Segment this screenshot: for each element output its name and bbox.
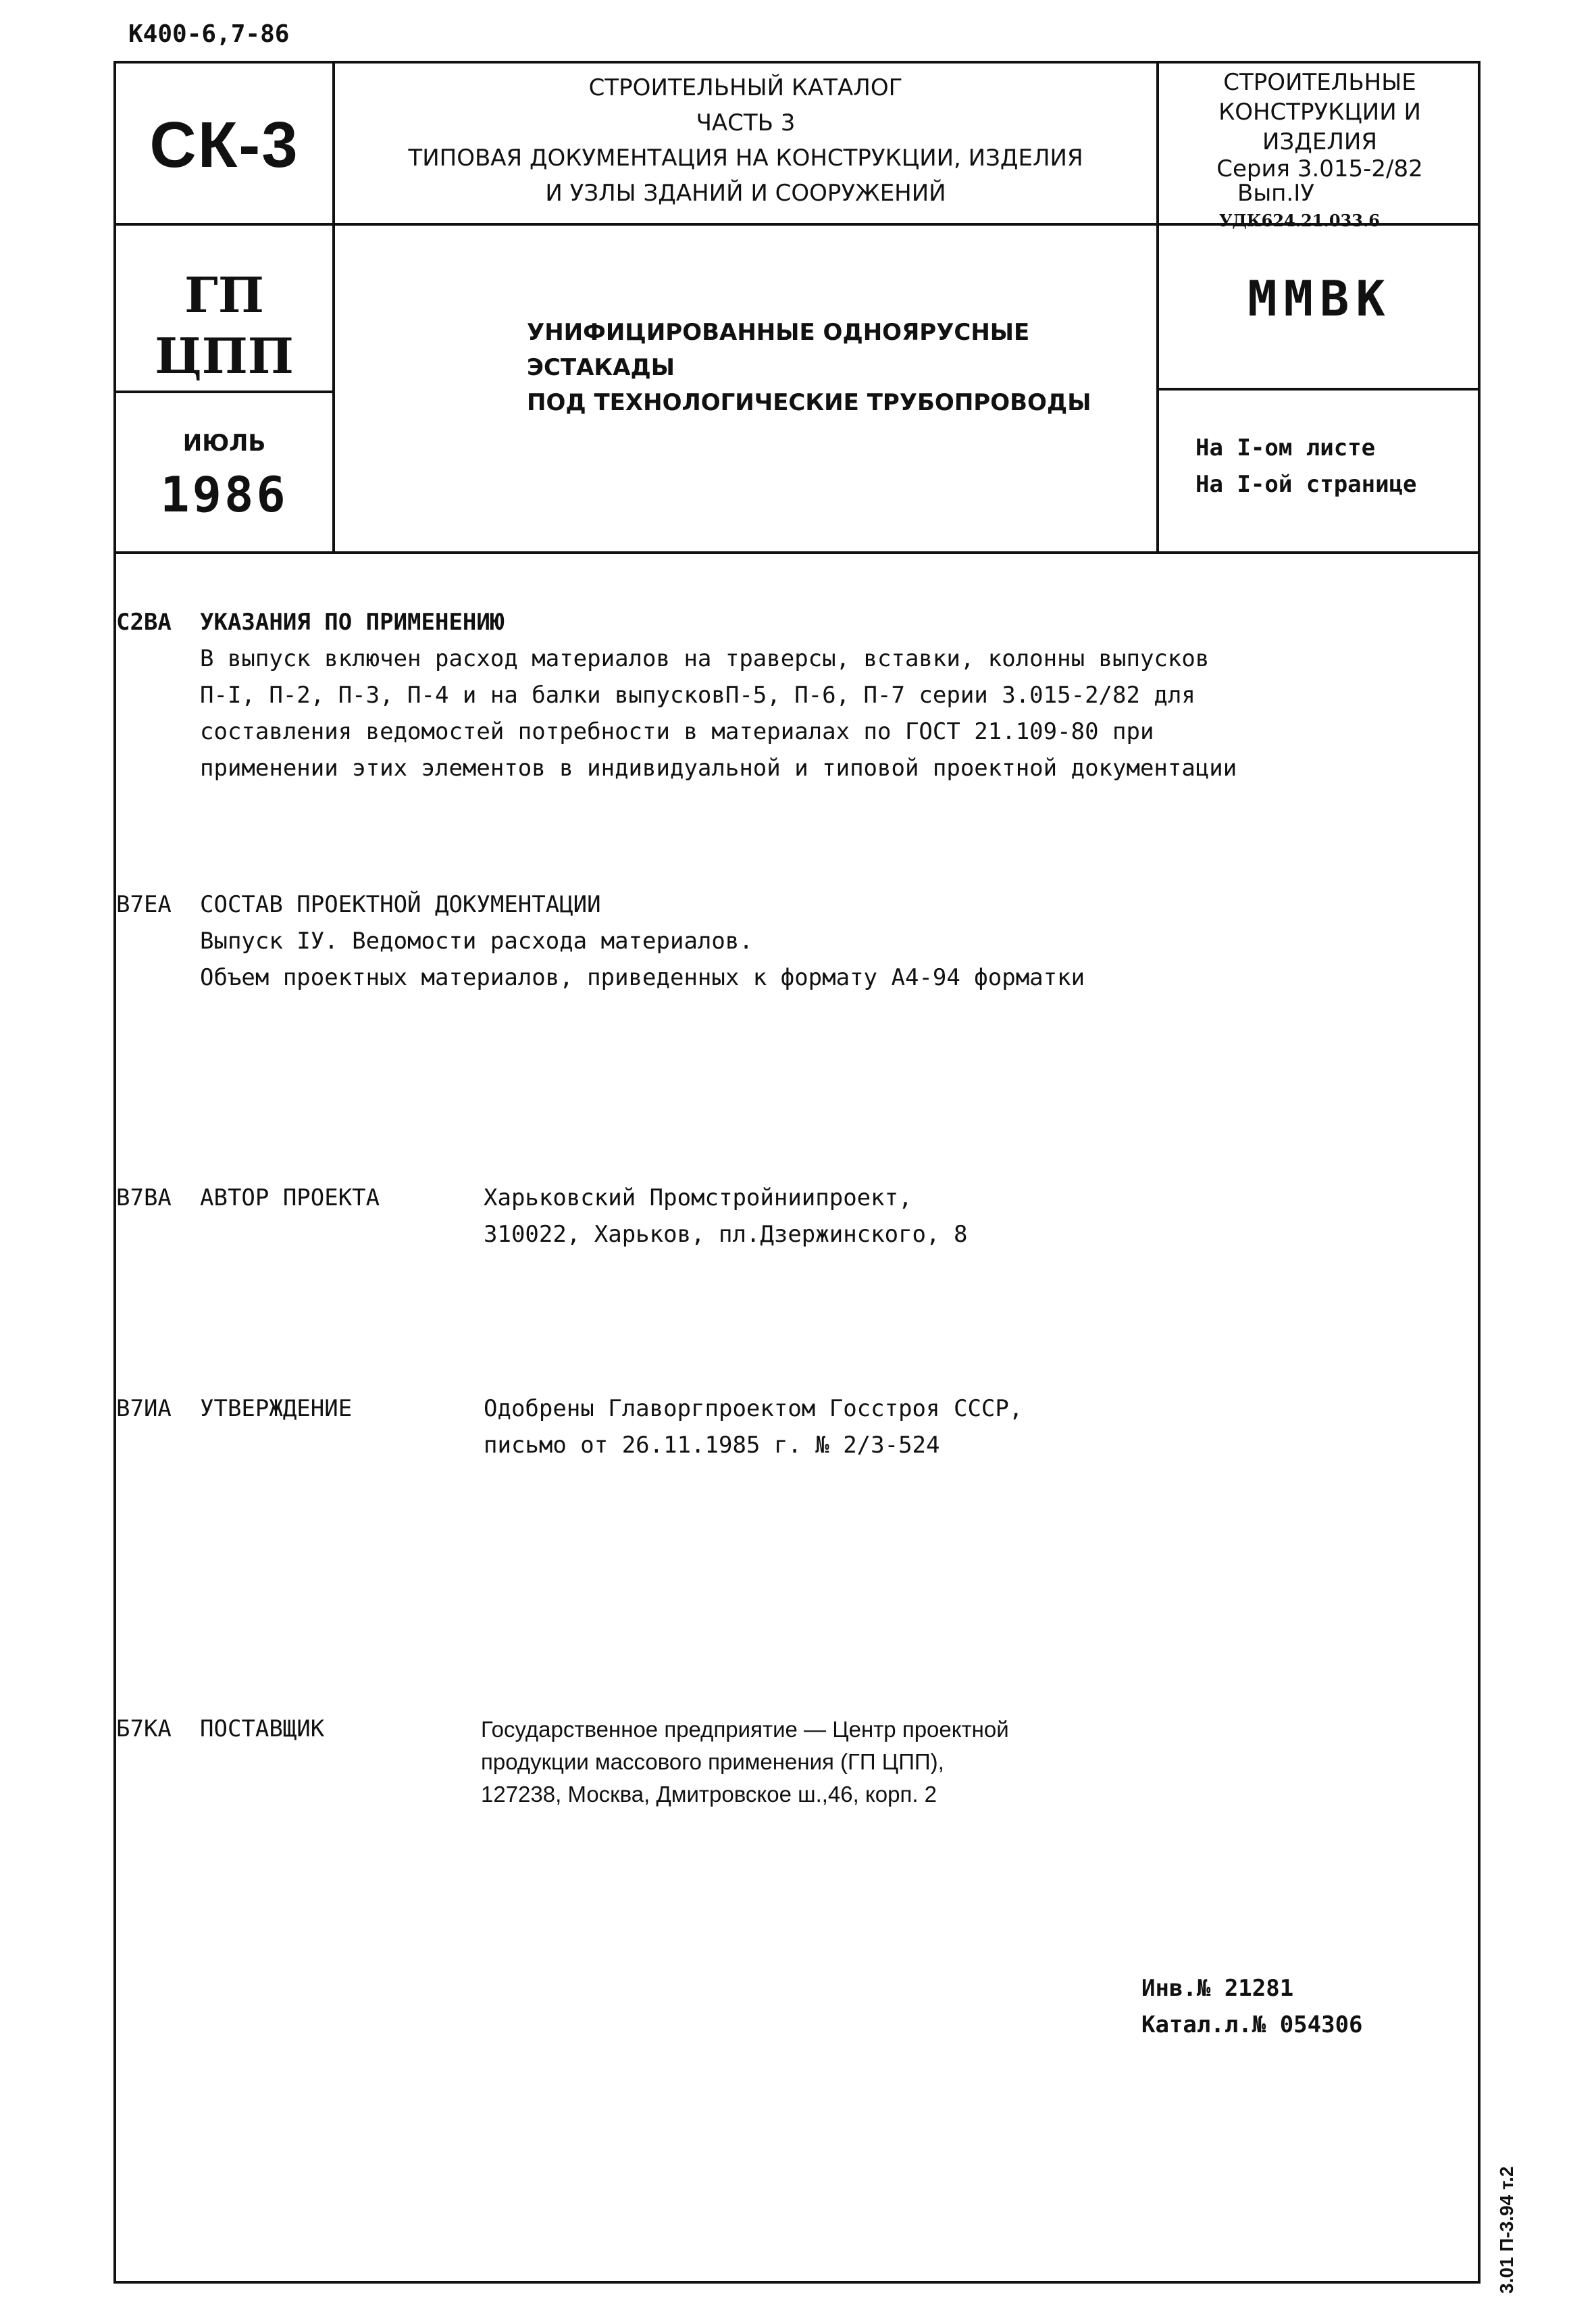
sheet-line: На I-ой странице [1195, 471, 1417, 498]
year-label: 1986 [160, 466, 288, 523]
vertical-mark: 3.01 П-3.94 т.2 [1496, 2166, 1517, 2294]
section-code: В7ЕА [116, 891, 172, 918]
grid-line [113, 391, 335, 393]
text-line: применении этих элементов в индивидуальной и типовой проектной документации [200, 755, 1237, 782]
text-line: Харьковский Промстройниипроект, [484, 1184, 912, 1211]
composition-text [200, 923, 1470, 996]
catalog-heading [335, 70, 1156, 211]
section-block [1159, 68, 1481, 230]
document-code: К400-6,7-86 [128, 20, 290, 48]
inventory-number: Инв.№ 21281 [1141, 1975, 1294, 2002]
org-block [116, 265, 332, 386]
section-title: СОСТАВ ПРОЕКТНОЙ ДОКУМЕНТАЦИИ [200, 891, 601, 918]
text-line: Выпуск IУ. Ведомости расхода материалов. [200, 928, 753, 955]
text-line: 127238, Москва, Дмитровское ш.,46, корп. 2 [481, 1782, 937, 1807]
text-line: Объем проектных материалов, приведенных к формату А4-94 форматки [200, 964, 1085, 991]
org-line: ЦПП [155, 327, 294, 384]
grid-line [1156, 388, 1481, 391]
org-line: ГП [184, 266, 264, 324]
footer-block [1141, 1970, 1363, 2043]
catalog-line: И УЗЛЫ ЗДАНИЙ И СООРУЖЕНИЙ [545, 180, 946, 207]
author-text [484, 1180, 967, 1253]
section-code: В7ВА [116, 1184, 172, 1211]
text-line: Государственное предприятие — Центр проектной [481, 1717, 1009, 1742]
issue-label: Вып.IУ [1237, 180, 1314, 207]
section-code: В7ИА [116, 1395, 172, 1422]
sheet-info [1195, 430, 1417, 503]
sheet-line: На I-ом листе [1195, 434, 1376, 461]
text-line: В выпуск включен расход материалов на траверсы, вставки, колонны выпусков [200, 645, 1210, 672]
series-label: Серия 3.015-2/82 [1216, 155, 1423, 182]
section-title: УТВЕРЖДЕНИЕ [200, 1395, 353, 1422]
text-line: письмо от 26.11.1985 г. № 2/3-524 [484, 1432, 940, 1459]
usage-text [200, 640, 1470, 786]
catalog-line: ЧАСТЬ 3 [696, 109, 796, 136]
grid-line [113, 551, 1481, 554]
title-line: ПОД ТЕХНОЛОГИЧЕСКИЕ ТРУБОПРОВОДЫ [527, 389, 1091, 416]
catalog-sheet-number: Катал.л.№ 054306 [1141, 2011, 1363, 2038]
text-line: 310022, Харьков, пл.Дзержинского, 8 [484, 1221, 968, 1248]
section-title: АВТОР ПРОЕКТА [200, 1184, 380, 1211]
catalog-line: ТИПОВАЯ ДОКУМЕНТАЦИЯ НА КОНСТРУКЦИИ, ИЗДЕЛИЯ [408, 145, 1083, 172]
catalog-line: СТРОИТЕЛЬНЫЙ КАТАЛОГ [588, 74, 903, 101]
catalog-code: СК-3 [149, 109, 299, 181]
supplier-text [481, 1713, 1009, 1811]
section-line: КОНСТРУКЦИИ И ИЗДЕЛИЯ [1218, 99, 1421, 155]
month-label: ИЮЛЬ [182, 430, 266, 457]
text-line: составления ведомостей потребности в материалах по ГОСТ 21.109-80 при [200, 718, 1154, 745]
text-line: П-I, П-2, П-3, П-4 и на балки выпусковП-5, П-6, П-7 серии 3.015-2/82 для [200, 682, 1195, 709]
section-code: Б7КА [116, 1715, 172, 1742]
approval-text [484, 1390, 1023, 1463]
section-title: УКАЗАНИЯ ПО ПРИМЕНЕНИЮ [200, 609, 505, 636]
udk-label: УДК624.21.033.6 [1218, 211, 1380, 230]
document-title [527, 315, 1135, 420]
section-title: ПОСТАВЩИК [200, 1715, 325, 1742]
title-line: УНИФИЦИРОВАННЫЕ ОДНОЯРУСНЫЕ ЭСТАКАДЫ [527, 319, 1030, 381]
text-line: продукции массового применения (ГП ЦПП), [481, 1749, 944, 1774]
text-line: Одобрены Главоргпроектом Госстроя СССР, [484, 1395, 1023, 1422]
section-line: СТРОИТЕЛЬНЫЕ [1223, 69, 1416, 96]
mmvk-label: ММВК [1247, 270, 1392, 327]
section-code: С2ВА [116, 609, 172, 636]
